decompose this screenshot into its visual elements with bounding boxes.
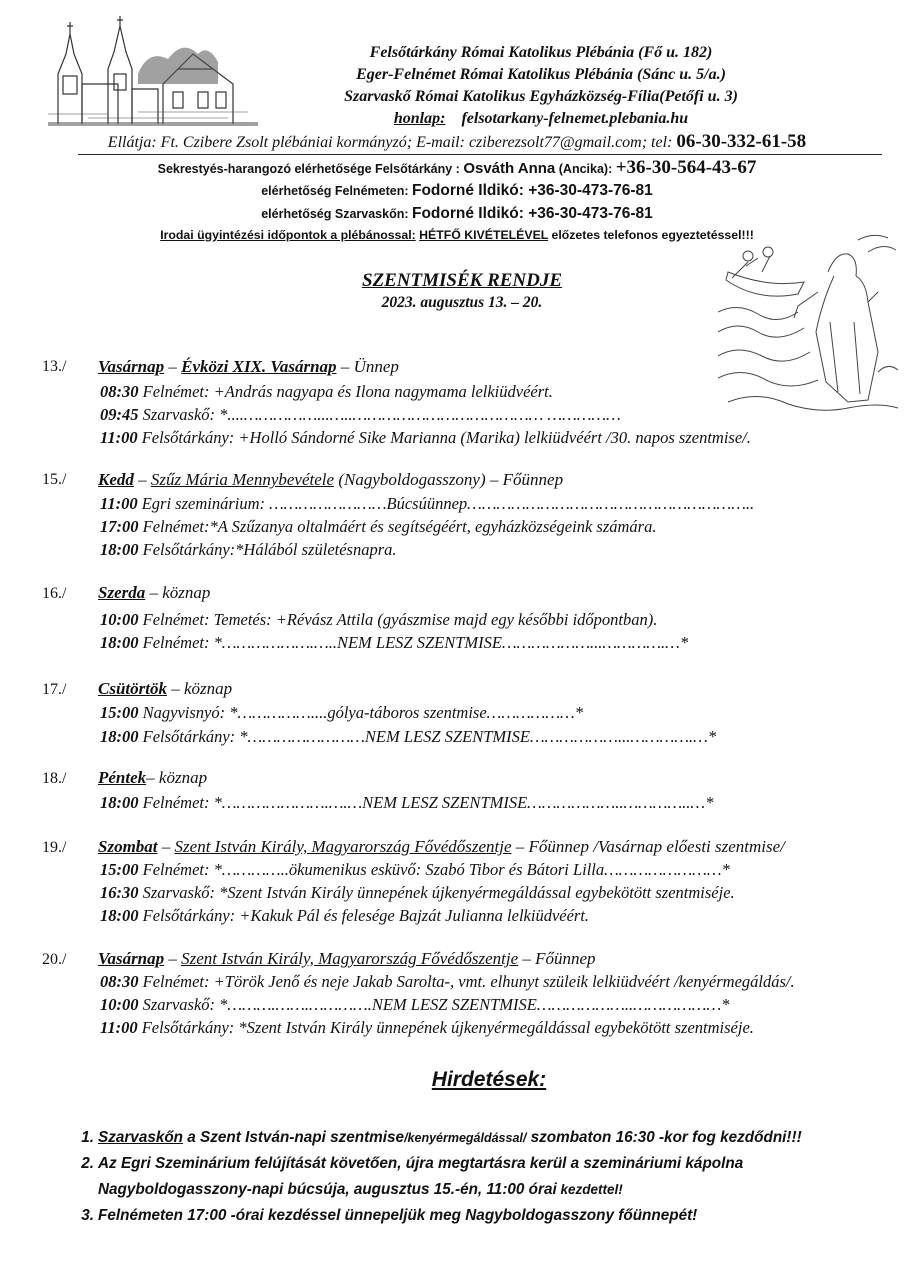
priest-email[interactable]: cziberezsolt77@gmail.com; tel: bbox=[468, 134, 673, 151]
header-divider bbox=[78, 154, 882, 155]
mass-time: 09:45 bbox=[100, 405, 139, 424]
schedule-title: SZENTMISÉK RENDJE bbox=[361, 270, 563, 291]
mass-entry bbox=[100, 793, 713, 813]
day-name: Szerda bbox=[98, 583, 146, 602]
day-title bbox=[98, 768, 207, 788]
announcement-text-cont bbox=[98, 1181, 623, 1199]
announcement-text: Az Egri Szeminárium felújítását követően, újra megtartásra kerül a szemináriumi kápolna bbox=[98, 1155, 744, 1172]
office-label: Irodai ügyintézési időpontok a plébánossal: bbox=[160, 228, 416, 242]
announcement-part: a Szent István-napi szentmise bbox=[183, 1129, 405, 1146]
day-name: Péntek bbox=[98, 768, 147, 787]
day-date: 15./ bbox=[42, 471, 67, 488]
title-sep: – bbox=[157, 837, 175, 856]
mass-time: 15:00 bbox=[100, 860, 139, 879]
mass-entry bbox=[100, 610, 657, 630]
mass-text: Felnémet: *…………..ökumenikus esküvő: Szabó Tibor és Bátori Lilla……………………* bbox=[138, 860, 730, 879]
mass-entry bbox=[100, 1018, 754, 1038]
day-name: Kedd bbox=[98, 470, 134, 489]
mass-entry bbox=[100, 883, 735, 903]
day-name: Csütörtök bbox=[98, 679, 167, 698]
feast-name: Szent István Király, Magyarország Fővédőszentje bbox=[174, 837, 512, 856]
mass-text: Szarvaskő: *....……………...…..………………………………… …………… bbox=[138, 405, 621, 424]
mass-entry bbox=[100, 860, 730, 880]
day-date: 19./ bbox=[42, 839, 67, 856]
announcement-part: kezdettel! bbox=[556, 1182, 623, 1197]
felnemet-value: Fodorné Ildikó: +36-30-473-76-81 bbox=[411, 182, 653, 199]
announcement-part: szombaton 16:30 -kor fog kezdődni!!! bbox=[526, 1129, 802, 1146]
mass-entry bbox=[100, 428, 751, 448]
feast-rank: – Ünnep bbox=[336, 357, 399, 376]
mass-time: 08:30 bbox=[100, 382, 139, 401]
announcement-text bbox=[98, 1129, 802, 1147]
day-title bbox=[98, 679, 232, 699]
announcement-item bbox=[70, 1155, 900, 1201]
mass-text: Felnémet: +Török Jenő és neje Jakab Sarolta-, vmt. elhunyt szüleik lelkiüdvéért /kenyérmegáldás/. bbox=[138, 972, 795, 991]
day-title bbox=[98, 837, 785, 857]
mass-entry bbox=[100, 995, 729, 1015]
day-title bbox=[98, 583, 210, 603]
mass-entry bbox=[100, 540, 397, 560]
mass-time: 11:00 bbox=[100, 428, 138, 447]
mass-time: 10:00 bbox=[100, 995, 139, 1014]
feast-rank: – Főünnep bbox=[518, 949, 596, 968]
mass-entry bbox=[100, 405, 621, 425]
announcement-item bbox=[70, 1207, 900, 1227]
mass-text: Felsőtárkány: *……………………NEM LESZ SZENTMISE………………...………….…* bbox=[138, 727, 717, 746]
day-title bbox=[98, 470, 563, 490]
sexton-name: Osváth Anna bbox=[463, 160, 556, 177]
mass-time: 10:00 bbox=[100, 610, 139, 629]
mass-entry bbox=[100, 494, 754, 514]
mass-text: Szarvaskő: *Szent István Király ünnepének újkenyérmegáldással egybekötött szentmiséje. bbox=[138, 883, 735, 902]
feast-name: Szent István Király, Magyarország Fővédőszentje bbox=[181, 949, 519, 968]
title-sep: – bbox=[164, 357, 182, 376]
feast-rank: – köznap bbox=[146, 768, 208, 787]
day-date: 20./ bbox=[42, 951, 67, 968]
felnemet-label: elérhetőség Felnémeten: bbox=[261, 184, 409, 198]
szarvasko-value: Fodorné Ildikó: +36-30-473-76-81 bbox=[412, 205, 653, 222]
mass-text: Felnémet:*A Szűzanya oltalmáért és segítségéért, egyházközségeink számára. bbox=[138, 517, 657, 536]
homepage-label: honlap: bbox=[393, 110, 446, 127]
day-name: Vasárnap bbox=[98, 357, 165, 376]
mass-entry bbox=[100, 382, 553, 402]
mass-text: Nagyvisnyó: *……………....gólya-táboros szentmise………………* bbox=[138, 703, 583, 722]
announcement-text: Felnémeten 17:00 -órai kezdéssel ünnepeljük meg Nagyboldogasszony főünnepét! bbox=[98, 1207, 698, 1224]
jesus-walking-on-water-image bbox=[718, 232, 900, 417]
mass-time: 18:00 bbox=[100, 633, 139, 652]
parish-name-felnemet: Eger-Felnémet Római Katolikus Plébánia (Sánc u. 5/a.) bbox=[356, 66, 726, 83]
mass-time: 17:00 bbox=[100, 517, 139, 536]
mass-text: Felsőtárkány: *Szent István Király ünnepének újkenyérmegáldással egybekötött szentmiséje. bbox=[137, 1018, 754, 1037]
announcement-number: 3. bbox=[81, 1207, 94, 1224]
mass-time: 15:00 bbox=[100, 703, 139, 722]
mass-text: Felnémet: Temetés: +Révász Attila (gyászmise majd egy későbbi időpontban). bbox=[138, 610, 658, 629]
mass-text: Egri szeminárium: ……………………Búcsúünnep………………………………………………….. bbox=[137, 494, 755, 513]
sexton-phone: +36-30-564-43-67 bbox=[615, 157, 757, 178]
day-date: 13./ bbox=[42, 358, 67, 375]
feast-rank: – Főünnep /Vasárnap előesti szentmise/ bbox=[511, 837, 785, 856]
mass-text: Felnémet: *……………….…..NEM LESZ SZENTMISE………………...………….…* bbox=[138, 633, 689, 652]
mass-time: 18:00 bbox=[100, 727, 139, 746]
mass-text: Szarvaskő: *……….…….………….NEM LESZ SZENTMISE………………..………………* bbox=[138, 995, 730, 1014]
day-date: 17./ bbox=[42, 681, 67, 698]
mass-text: Felnémet: *………………….….…NEM LESZ SZENTMISE………………..…………..…* bbox=[138, 793, 714, 812]
felnemet-contact bbox=[0, 182, 914, 200]
day-date: 16./ bbox=[42, 585, 67, 602]
mass-time: 18:00 bbox=[100, 793, 139, 812]
sexton-label: Sekrestyés-harangozó elérhetősége Felsőtárkány : bbox=[157, 162, 460, 176]
day-name: Szombat bbox=[98, 837, 158, 856]
mass-time: 11:00 bbox=[100, 1018, 138, 1037]
announcement-item bbox=[70, 1129, 900, 1149]
mass-entry bbox=[100, 727, 716, 747]
sexton-contact bbox=[0, 157, 914, 179]
parish-name-szarvasko: Szarvaskő Római Katolikus Egyházközség-Fília(Petőfi u. 3) bbox=[344, 88, 738, 105]
feast-name: Évközi XIX. Vasárnap bbox=[181, 357, 337, 376]
mass-text: Felsőtárkány: +Kakuk Pál és felesége Bajzát Julianna lelkiüdvéért. bbox=[138, 906, 590, 925]
announcements-title: Hirdetések: bbox=[431, 1068, 547, 1091]
mass-text: Felsőtárkány: +Holló Sándorné Sike Marianna (Marika) lelkiüdvéért /30. napos szentmise/. bbox=[137, 428, 751, 447]
title-sep: – bbox=[164, 949, 182, 968]
mass-entry bbox=[100, 906, 589, 926]
homepage-link[interactable]: felsotarkany-felnemet.plebania.hu bbox=[461, 110, 689, 127]
schedule-dates: 2023. augusztus 13. – 20. bbox=[381, 294, 543, 311]
feast-name: Szűz Mária Mennybevétele bbox=[150, 470, 335, 489]
announcement-part: Nagyboldogasszony-napi búcsúja, augusztus 15.-én, 11:00 órai bbox=[98, 1181, 557, 1198]
title-sep: – bbox=[133, 470, 151, 489]
day-title bbox=[98, 357, 399, 377]
mass-time: 18:00 bbox=[100, 540, 139, 559]
szarvasko-label: elérhetőség Szarvaskőn: bbox=[261, 207, 409, 221]
sexton-nick: (Ancika): bbox=[558, 162, 613, 176]
mass-time: 11:00 bbox=[100, 494, 138, 513]
announcement-number: 1. bbox=[81, 1129, 94, 1146]
day-title bbox=[98, 949, 596, 969]
announcement-note: /kenyérmegáldással/ bbox=[404, 1131, 527, 1145]
announcement-place: Szarvaskőn bbox=[98, 1129, 184, 1146]
mass-time: 08:30 bbox=[100, 972, 139, 991]
mass-entry bbox=[100, 517, 656, 537]
parish-name-felsotarkany: Felsőtárkány Római Katolikus Plébánia (Fő u. 182) bbox=[369, 44, 713, 61]
announcement-number: 2. bbox=[81, 1155, 94, 1172]
mass-time: 18:00 bbox=[100, 906, 139, 925]
mass-entry bbox=[100, 703, 583, 723]
mass-time: 16:30 bbox=[100, 883, 139, 902]
mass-entry bbox=[100, 633, 688, 653]
feast-rank: – köznap bbox=[166, 679, 233, 698]
day-date: 18./ bbox=[42, 770, 67, 787]
priest-phone: 06-30-332-61-58 bbox=[676, 131, 807, 152]
feast-rank: – köznap bbox=[145, 583, 211, 602]
office-highlight: HÉTFŐ KIVÉTELÉVEL bbox=[419, 228, 549, 242]
day-name: Vasárnap bbox=[98, 949, 165, 968]
mass-text: Felnémet: +András nagyapa és Ilona nagymama lelkiüdvéért. bbox=[138, 382, 553, 401]
priest-line bbox=[0, 131, 914, 153]
priest-prefix: Ellátja: Ft. Czibere Zsolt plébániai kormányzó; E-mail: bbox=[107, 134, 465, 151]
szarvasko-contact bbox=[0, 205, 914, 223]
feast-rank: (Nagyboldogasszony) – Főünnep bbox=[334, 470, 564, 489]
office-rest: előzetes telefonos egyeztetéssel!!! bbox=[551, 228, 754, 242]
homepage-line bbox=[84, 110, 914, 128]
mass-text: Felsőtárkány:*Hálából születésnapra. bbox=[138, 540, 397, 559]
mass-entry bbox=[100, 972, 795, 992]
